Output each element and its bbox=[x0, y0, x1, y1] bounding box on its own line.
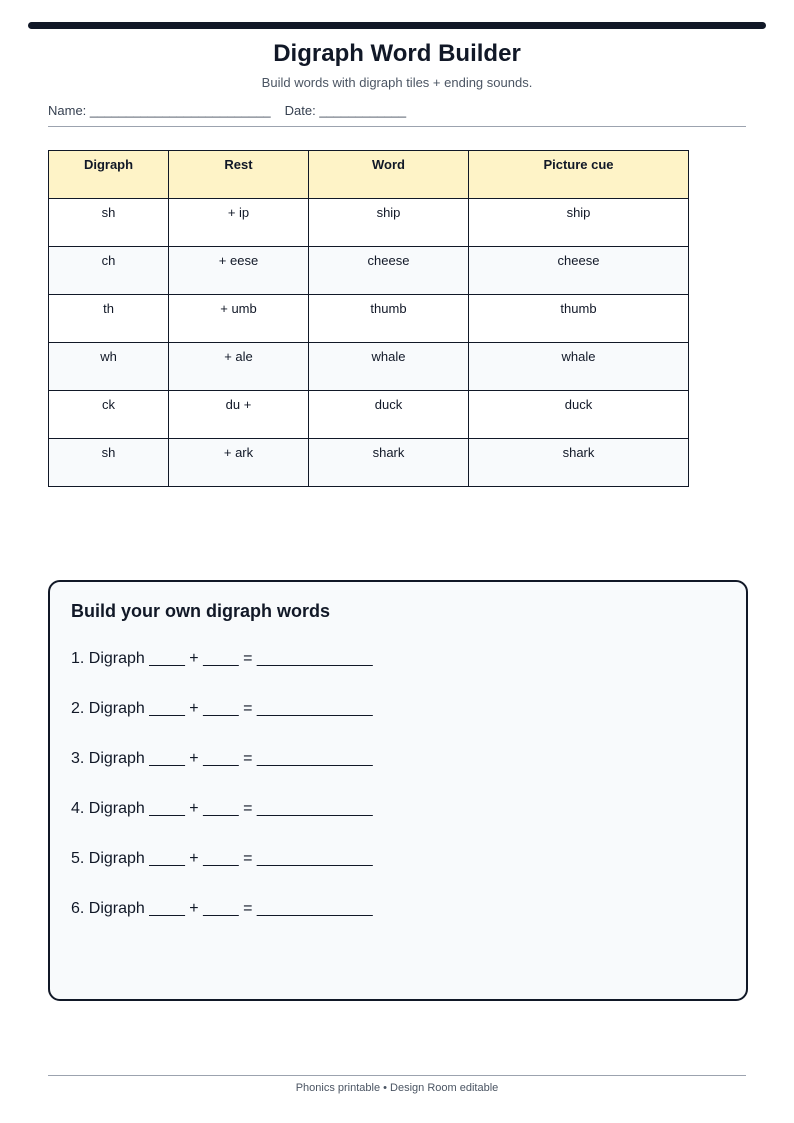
word-cell: cheese bbox=[309, 247, 469, 295]
column-header-digraph: Digraph bbox=[49, 151, 169, 199]
digraph-cell: ch bbox=[49, 247, 169, 295]
table-row bbox=[49, 247, 689, 295]
picture-cue-cell: duck bbox=[469, 391, 689, 439]
digraph-cell: th bbox=[49, 295, 169, 343]
footer-text: Phonics printable • Design Room editable bbox=[295, 1082, 499, 1094]
column-header-rest: Rest bbox=[169, 151, 309, 199]
picture-cue-cell: shark bbox=[469, 439, 689, 487]
top-bar bbox=[28, 22, 766, 29]
practice-item: 4. Digraph ____ + ____ = _____________ bbox=[71, 800, 373, 817]
word-cell: ship bbox=[309, 199, 469, 247]
column-header-picture-cue: Picture cue bbox=[469, 151, 689, 199]
footer-divider bbox=[48, 1075, 746, 1076]
picture-cue-cell: whale bbox=[469, 343, 689, 391]
practice-item: 6. Digraph ____ + ____ = _____________ bbox=[71, 900, 373, 917]
picture-cue-cell: cheese bbox=[469, 247, 689, 295]
picture-cue-cell: ship bbox=[469, 199, 689, 247]
picture-cue-cell: thumb bbox=[469, 295, 689, 343]
table-header-row bbox=[49, 151, 689, 199]
rest-cell: + ark bbox=[169, 439, 309, 487]
digraph-cell: ck bbox=[49, 391, 169, 439]
word-cell: whale bbox=[309, 343, 469, 391]
name-field: Name: _________________________ bbox=[48, 103, 271, 118]
page-subtitle: Build words with digraph tiles + ending sounds. bbox=[261, 75, 533, 90]
table-row bbox=[49, 199, 689, 247]
practice-item: 1. Digraph ____ + ____ = _____________ bbox=[71, 650, 373, 667]
name-date-row bbox=[48, 103, 746, 118]
rest-cell: + eese bbox=[169, 247, 309, 295]
header-divider bbox=[48, 126, 746, 127]
rest-cell: + ale bbox=[169, 343, 309, 391]
practice-item: 3. Digraph ____ + ____ = _____________ bbox=[71, 750, 373, 767]
word-cell: thumb bbox=[309, 295, 469, 343]
digraph-cell: wh bbox=[49, 343, 169, 391]
practice-box bbox=[48, 580, 748, 1001]
practice-item: 2. Digraph ____ + ____ = _____________ bbox=[71, 700, 373, 717]
page-title: Digraph Word Builder bbox=[273, 40, 521, 67]
column-header-word: Word bbox=[309, 151, 469, 199]
practice-item: 5. Digraph ____ + ____ = _____________ bbox=[71, 850, 373, 867]
table-row bbox=[49, 295, 689, 343]
digraph-table bbox=[48, 150, 689, 487]
rest-cell: + umb bbox=[169, 295, 309, 343]
word-cell: duck bbox=[309, 391, 469, 439]
table-row bbox=[49, 391, 689, 439]
table-row bbox=[49, 439, 689, 487]
table-row bbox=[49, 343, 689, 391]
rest-cell: + ip bbox=[169, 199, 309, 247]
digraph-cell: sh bbox=[49, 199, 169, 247]
word-cell: shark bbox=[309, 439, 469, 487]
rest-cell: du + bbox=[169, 391, 309, 439]
practice-title: Build your own digraph words bbox=[71, 601, 330, 621]
digraph-cell: sh bbox=[49, 439, 169, 487]
date-field: Date: ____________ bbox=[284, 103, 407, 118]
